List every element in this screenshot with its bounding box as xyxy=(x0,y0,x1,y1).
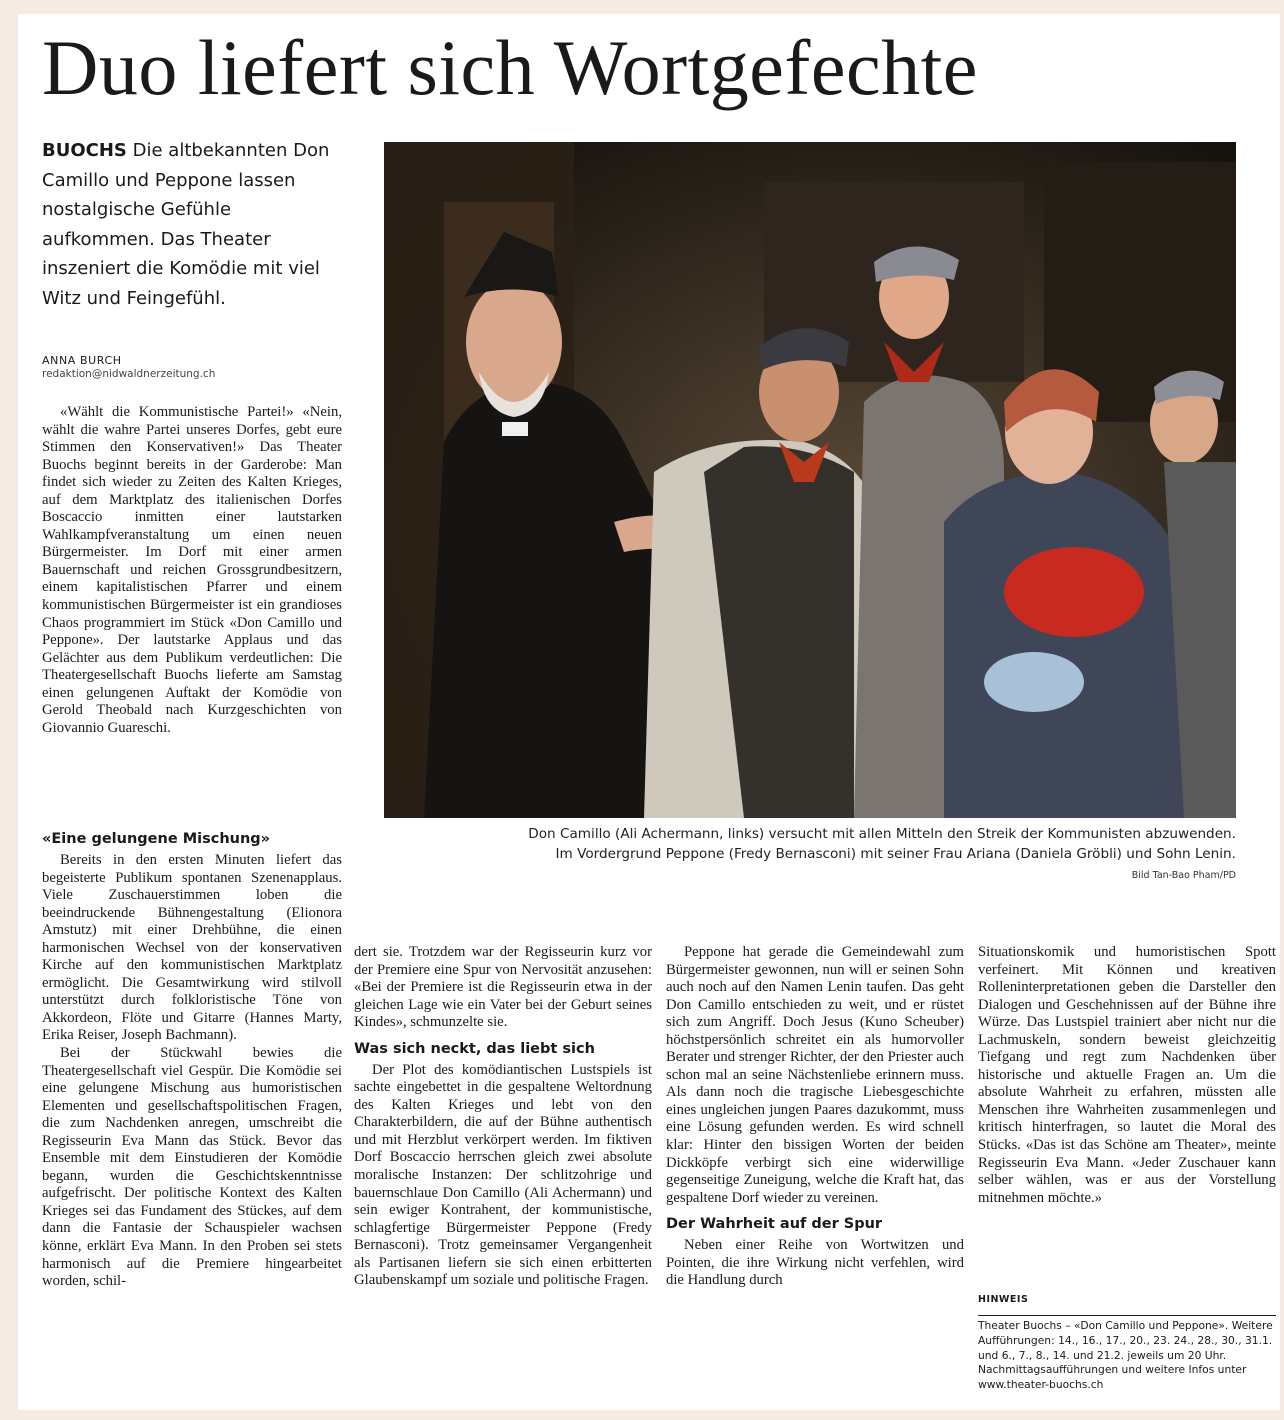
headline: Duo liefert sich Wortgefechte xyxy=(42,24,978,111)
body-paragraph-3: Bei der Stückwahl bewies die Theatergesellschaft viel Gespür. Die Komödie sei eine gelungene Mischung aus humoristischen Elementen und gesellschaftspolitischen Fragen, die zum Nachdenken anregen, umschreibt die Regisseurin Eva Mann das Stück. Bevor das Ensemble mit dem Einstudieren der Komödie begann, wurden die Geschichtskenntnisse aufgefrischt. Der politische Kontext des Kalten Krieges sei das Fundament des Stückes, auf dem dann die Fantasie der Schauspieler wachsen könne, erklärt Eva Mann. In den Proben sei stets harmonisch auf die Premiere hingearbeitet worden, schil- xyxy=(42,1045,342,1290)
byline-email: redaktion@nidwaldnerzeitung.ch xyxy=(42,368,216,380)
photo-caption xyxy=(384,824,1236,864)
body-paragraph-5: Der Plot des komödiantischen Lustspiels ist sachte eingebettet in die gespaltene Weltordnung des Kalten Krieges und lebt von den Charakterbildern, die auf der Bühne authentisch und mit Herzblut verkörpert werden. Im fiktiven Dorf Boscaccio herrschen gleich zwei absolute moralische Instanzen: Der schlitzohrige und bauernschlaue Don Camillo (Ali Achermann) und sein ewiger Kontrahent, der kommunistische, schlagfertige Bürgermeister Peppone (Fredy Bernasconi). Trotz gemeinsamer Vergangenheit als Partisanen liefern sie sich einen erbitterten Glaubenskampf um soziale und politische Fragen. xyxy=(354,1061,652,1289)
subheading-neckt: Was sich neckt, das liebt sich xyxy=(354,1040,595,1057)
body-paragraph-6: Peppone hat gerade die Gemeindewahl zum Bürgermeister gewonnen, nun will er seinen Sohn auch noch auf den Namen Lenin taufen. Das geht Don Camillo entschieden zu weit, und er rüstet sich zum Angriff. Doch Jesus (Kuno Scheuber) höchstpersönlich schreitet ein als humorvoller Berater und strenger Richter, der den Priester auch schon mal an seine Nächstenliebe erinnern muss. Als dann noch die tragische Liebesgeschichte eines ungleichen jungen Paares dazukommt, muss eine Lösung gefunden werden. Es wird schnell klar: Hinter den bissigen Worten der beiden Dickköpfe verbirgt sich eine widerwillige gegenseitige Zuneigung, welche die Kraft hat, das gespaltene Dorf wieder zu vereinen. xyxy=(666,944,964,1206)
body-paragraph-2: Bereits in den ersten Minuten liefert das begeisterte Publikum spontanen Szenenapplaus. Viele Zuschauerstimmen loben die beeindruckende Bühnengestaltung (Elionora Amstutz) mit einer Drehbühne, die einen harmonischen Wechsel von der konservativen Kirche auf den kommunistischen Marktplatz ermöglicht. Die Gesamtwirkung wird stilvoll unterstützt durch folkloristische Töne von Akkordeon, Flöte und Gitarre (Hannes Marty, Erika Reiser, Joseph Bachmann). xyxy=(42,852,342,1044)
lead-dateline: BUOCHS xyxy=(42,140,127,161)
column-1-top xyxy=(42,404,342,737)
photo-credit: Bild Tan-Bao Pham/PD xyxy=(1131,870,1236,881)
lead-paragraph xyxy=(42,136,342,313)
column-2 xyxy=(354,944,652,1290)
hinweis-rule xyxy=(978,1315,1276,1316)
lead-text: Die altbekannten Don Camillo und Peppone lassen nostalgische Gefühle aufkommen. Das Theater inszeniert die Komödie mit viel Witz und Feingefühl. xyxy=(42,140,330,309)
subheading-mischung: «Eine gelungene Mischung» xyxy=(42,831,271,847)
byline xyxy=(42,354,215,381)
photo-caption-line-2: Im Vordergrund Peppone (Fredy Bernasconi) mit seiner Frau Ariana (Daniela Gröbli) und Sohn Lenin. xyxy=(555,846,1236,862)
body-paragraph-1: «Wählt die Kommunistische Partei!» «Nein, wählt die wahre Partei unseres Dorfes, gebt eure Stimmen den Konservativen!» Das Theater Buochs beginnt bereits in der Garderobe: Man findet sich wieder zu Zeiten des Kalten Krieges, auf dem Marktplatz des italienischen Dorfes Boscaccio inmitten einer lautstarken Wahlkampfveranstaltung um einen neuen Bürgermeister. Im Dorf mit einer armen Bauernschaft und reichen Grossgrundbesitzern, einem kapitalistischen Pfarrer und einem kommunistischen Bürgermeister ist ein grandioses Chaos programmiert im Stück «Don Camillo und Peppone». Der lautstarke Applaus und das Gelächter aus dem Publikum verdeutlichen: Die Theatergesellschaft Buochs lieferte am Samstag einen gelungenen Auftakt der Komödie von Gerold Theobald nach Kurzgeschichten von Giovannio Guareschi. xyxy=(42,404,342,736)
column-1-bottom xyxy=(42,830,342,1291)
newspaper-page xyxy=(18,14,1280,1410)
column-3 xyxy=(666,944,964,1290)
stage-photo-illustration xyxy=(384,142,1236,818)
photo-caption-line-1: Don Camillo (Ali Achermann, links) versucht mit allen Mitteln den Streik der Kommunisten abzuwenden. xyxy=(528,826,1236,842)
byline-author: ANNA BURCH xyxy=(42,354,122,367)
stage-photo xyxy=(384,142,1236,818)
body-paragraph-4: dert sie. Trotzdem war der Regisseurin kurz vor der Premiere eine Spur von Nervosität anzusehen: «Bei der Premiere ist die Regisseurin etwa in der gleichen Lage wie ein Vater bei der Geburt seines Kindes», schmunzelte sie. xyxy=(354,944,652,1031)
hinweis-text: Theater Buochs – «Don Camillo und Peppone». Weitere Aufführungen: 14., 16., 17., 20., 23. 24., 28., 30., 31.1. und 6., 7., 8., 14. und 21.2. jeweils um 20 Uhr. Nachmittagsaufführungen und weitere Infos unter www.theater-buochs.ch xyxy=(978,1319,1273,1392)
hinweis-box xyxy=(978,1294,1276,1393)
body-paragraph-7: Neben einer Reihe von Wortwitzen und Pointen, die ihre Wirkung nicht verfehlen, wird die Handlung durch xyxy=(666,1237,964,1289)
body-paragraph-8: Situationskomik und humoristischen Spott verfeinert. Mit Können und kreativen Rolleninterpretationen geben die Darsteller den Dialogen und Geschehnissen auf der Bühne ihre Würze. Das Lustspiel trainiert aber nicht nur die Lachmuskeln, sondern beweist gleichzeitig Tiefgang und regt zum Nachdenken über historische und aktuelle Fragen an. Um die absolute Wahrheit zu erfahren, müssten alle Menschen ihre Wahrheiten zusammenlegen und kritisch hinterfragen, so lautet die Moral des Stücks. «Das ist das Schöne am Theater», meinte Regisseurin Eva Mann. «Jeder Zuschauer kann selber wählen, was er aus der Vorstellung mitnehmen möchte.» xyxy=(978,944,1276,1206)
subheading-wahrheit: Der Wahrheit auf der Spur xyxy=(666,1216,883,1233)
hinweis-label: HINWEIS xyxy=(978,1294,1029,1305)
column-4 xyxy=(978,944,1276,1207)
